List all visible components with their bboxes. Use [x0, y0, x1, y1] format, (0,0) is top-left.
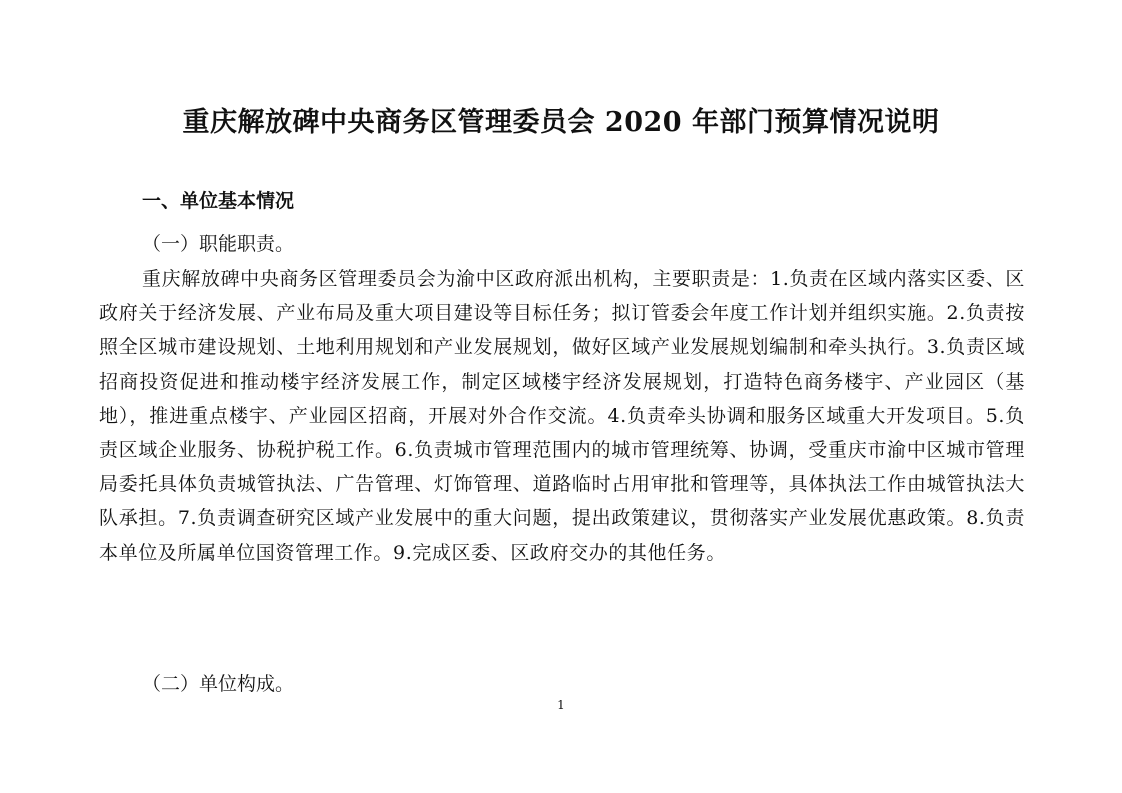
- section-heading: 一、单位基本情况: [142, 190, 295, 212]
- document-title: 重庆解放碑中央商务区管理委员会 2020 年部门预算情况说明: [182, 107, 940, 138]
- page-number: 1: [557, 698, 565, 712]
- subsection-heading-composition: （二）单位构成。: [142, 673, 295, 695]
- subsection-heading-duties: （一）职能职责。: [142, 233, 295, 255]
- duties-paragraph: 重庆解放碑中央商务区管理委员会为渝中区政府派出机构，主要职责是：1.负责在区域内落实区委、区政府关于经济发展、产业布局及重大项目建设等目标任务；拟订管委会年度工作计划并组织实施。2.负责按照全区城市建设规划、土地利用规划和产业发展规划，做好区域产业发展规划编制和牵头执行。3.负责区域招商投资促进和推动楼宇经济发展工作，制定区域楼宇经济发展规划，打造特色商务楼宇、产业园区（基地），推进重点楼宇、产业园区招商，开展对外合作交流。4.负责牵头协调和服务区域重大开发项目。5.负责区域企业服务、协税护税工作。6.负责城市管理范围内的城市管理统筹、协调，受重庆市渝中区城市管理局委托具体负责城管执法、广告管理、灯饰管理、道路临时占用审批和管理等，具体执法工作由城管执法大队承担。7.负责调查研究区域产业发展中的重大问题，提出政策建议，贯彻落实产业发展优惠政策。8.负责本单位及所属单位国资管理工作。9.完成区委、区政府交办的其他任务。: [99, 268, 1025, 564]
